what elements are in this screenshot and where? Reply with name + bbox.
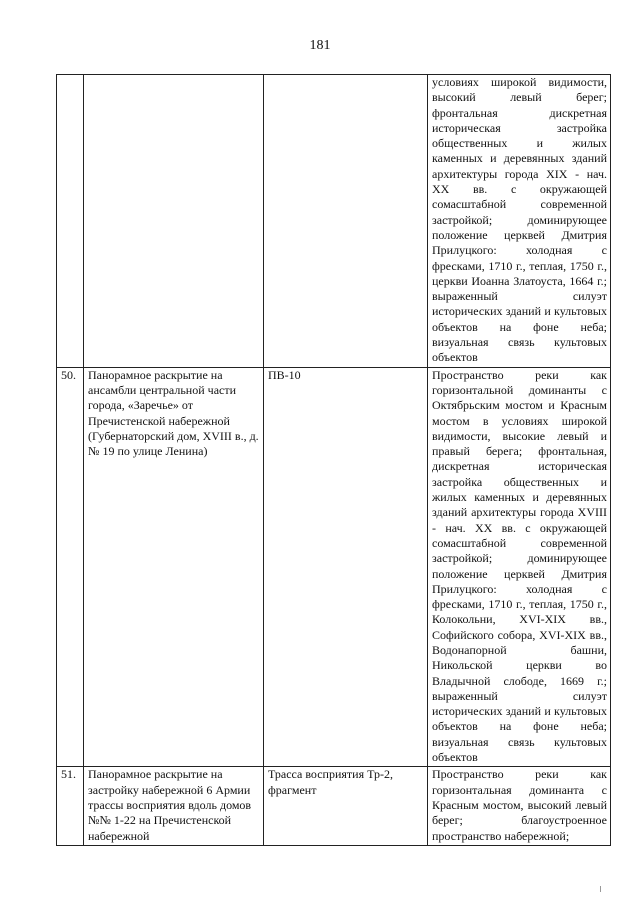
- object-name: Панорамное раскрытие на ансамбли центральной части города, «Заречье» от Пречистенской набережной (Губернаторский дом, XVIII в., д. № 19 по улице Ленина): [84, 367, 264, 767]
- viewpoint: Трасса восприятия Тр-2, фрагмент: [264, 767, 428, 845]
- object-description: условиях широкой видимости, высокий левый берег; фронтальная дискретная историческая застройка общественных и жилых каменных и деревянных зданий архитектуры города XIX - нач. XX вв. с окружающей сомасштабной современной застройкой; доминирующее положение церквей Дмитрия Прилуцкого: холодная с фресками, 1710 г., теплая, 1750 г., церкви Иоанна Златоуста, 1664 г.; выраженный силуэт исторических зданий и культовых объектов на фоне неба; визуальная связь культовых объектов: [428, 75, 611, 368]
- scan-mark: [600, 886, 601, 892]
- row-number: 51.: [57, 767, 84, 845]
- object-description: Пространство реки как горизонтальная доминанта с Красным мостом, высокий левый берег; благоустроенное пространство набережной;: [428, 767, 611, 845]
- table-row: [57, 367, 611, 767]
- page-number: 181: [309, 38, 331, 53]
- row-number: 50.: [57, 367, 84, 767]
- objects-table: [56, 74, 611, 846]
- row-number: [57, 75, 84, 368]
- viewpoint: [264, 75, 428, 368]
- object-name: [84, 75, 264, 368]
- table-row: [57, 75, 611, 368]
- viewpoint: ПВ-10: [264, 367, 428, 767]
- object-name: Панорамное раскрытие на застройку набережной 6 Армии трассы восприятия вдоль домов №№ 1-22 на Пречистенской набережной: [84, 767, 264, 845]
- table-row: [57, 767, 611, 845]
- object-description: Пространство реки как горизонтальной доминанты с Октябрьским мостом и Красным мостом в условиях широкой видимости, высокие левый и правый берега; фронтальная, дискретная историческая застройка общественных и жилых каменных и деревянных зданий архитектуры города XVIII - нач. XX вв. с окружающей сомасштабной современной застройкой; доминирующее положение церквей Дмитрия Прилуцкого: холодная с фресками, 1710 г., теплая, 1750 г., Колокольни, XVI-XIX вв., Софийского собора, XVI-XIX вв., Водонапорной башни, Никольской церкви во Владычной слободе, 1669 г.; выраженный силуэт исторических зданий и культовых объектов на фоне неба; визуальная связь культовых объектов: [428, 367, 611, 767]
